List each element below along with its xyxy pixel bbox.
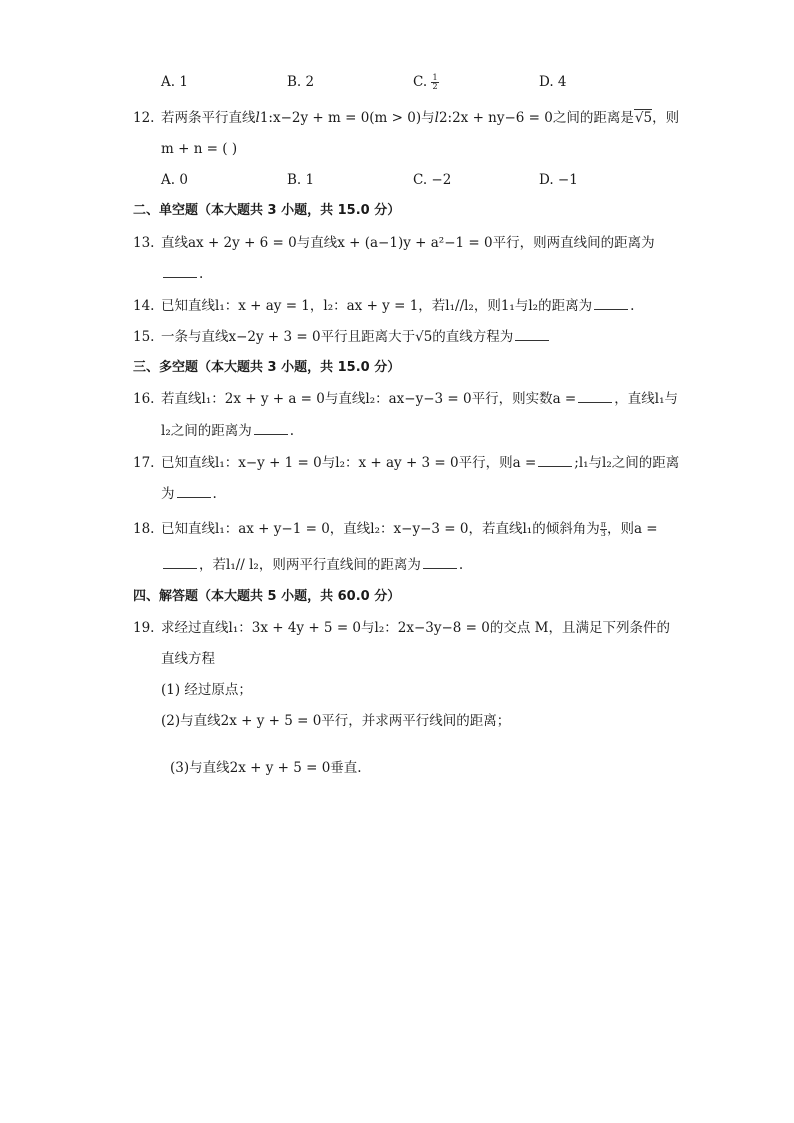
question-text: 已知直线l₁：x + ay = 1，l₂：ax + y = 1，若l₁//l₂，则1₁与l₂的距离为 . bbox=[161, 298, 635, 314]
question-text: 若两条平行直线l1:x−2y + m = 0(m > 0)与l2:2x + ny−6 = 0之间的距离是√5，则 bbox=[161, 110, 680, 126]
answer-line: . bbox=[161, 264, 203, 284]
answer-blank[interactable] bbox=[163, 265, 197, 278]
question-number: 13. bbox=[133, 235, 155, 251]
question-text: m + n = ( ) bbox=[161, 141, 238, 157]
option-c: C. −2 bbox=[413, 172, 452, 188]
question-text: 已知直线l₁：ax + y−1 = 0，直线l₂：x−y−3 = 0，若直线l₁的倾斜角为 $\frac{\pi}{3}$ ，则a = bbox=[161, 520, 658, 538]
fraction: $\frac{\pi}{3}$ bbox=[600, 520, 606, 538]
option-d: D. 4 bbox=[539, 74, 567, 90]
question-number: 15. bbox=[133, 329, 155, 345]
sub-question: (3)与直线2x + y + 5 = 0垂直. bbox=[170, 760, 362, 776]
option-b: B. 2 bbox=[287, 74, 315, 90]
answer-blank[interactable] bbox=[163, 556, 197, 569]
question-text: l₂之间的距离为 . bbox=[161, 423, 295, 439]
fraction: $\frac{1}{2}$ bbox=[432, 73, 438, 91]
question-number: 16. bbox=[133, 391, 155, 407]
option-d: D. −1 bbox=[539, 172, 578, 188]
answer-blank[interactable] bbox=[254, 422, 288, 435]
question-number: 12. bbox=[133, 110, 155, 126]
answer-blank[interactable] bbox=[515, 328, 549, 341]
question-number: 14. bbox=[133, 298, 155, 314]
option-a: A. 1 bbox=[161, 74, 188, 90]
question-number: 19. bbox=[133, 620, 155, 636]
option-c: C. $\frac{1}{2}$ bbox=[413, 73, 438, 91]
question-number: 18. bbox=[133, 521, 155, 537]
question-text: 求经过直线l₁：3x + 4y + 5 = 0与l₂：2x−3y−8 = 0的交点 M，且满足下列条件的 bbox=[161, 620, 670, 636]
answer-blank[interactable] bbox=[578, 390, 612, 403]
option-a: A. 0 bbox=[161, 172, 188, 188]
question-text: 直线方程 bbox=[161, 651, 215, 667]
answer-blank[interactable] bbox=[538, 454, 572, 467]
question-number: 17. bbox=[133, 455, 155, 471]
answer-blank[interactable] bbox=[423, 556, 457, 569]
question-text: 为 . bbox=[161, 486, 217, 502]
sub-question: (2)与直线2x + y + 5 = 0平行，并求两平行线间的距离； bbox=[161, 713, 511, 729]
question-text: ，若l₁// l₂，则两平行直线间的距离为 . bbox=[161, 555, 463, 575]
answer-blank[interactable] bbox=[594, 297, 628, 310]
answer-blank[interactable] bbox=[177, 485, 211, 498]
exam-page: A. 1 B. 2 C. $\frac{1}{2}$ D. 4 12. 若两条平行直线l1:x−2y + m = 0(m > 0)与l2:2x + ny−6 = 0之间的距离是√5，则 m + n = ( ) A. 0 B. 1 C. −2 D. −1 二、单空题（本大题共 3 小题，共 15.0 分） 13. 直线ax + 2y + 6 = 0与直线x + (a−1)y + a²−1 = 0平行，则两直线间的距离为 . 14. 已知直线l₁：x + ay = 1，l₂：ax + y = 1，若l₁//l₂，则1₁与l₂的距离为 . 15. 一条与直线x−2y + 3 = 0平行且距离大于√5的直线方程为 三、多空题（本大题共 3 小题，共 15.0 分） 16. 若直线l₁：2x + y + a = 0与直线l₂：ax−y−3 = 0平行，则实数a = ，直线l₁与 l₂之间的距离为 . 17. 已知直线l₁：x−y + 1 = 0与l₂：x + ay + 3 = 0平行，则a = ;l₁与l₂之间的距离 为 . 18. 已知直线l₁：ax + y−1 = 0，直线l₂：x−y−3 = 0，若直线l₁的倾斜角为 $\frac{\pi}{3}$ ，则a = ，若l₁// l₂，则两平行直线间的距离为 . 四、解答题（本大题共 5 小题，共 60.0 分） 19. 求经过直线l₁：3x + 4y + 5 = 0与l₂：2x−3y−8 = 0的交点 M，且满足下列条件的 直线方程 (1) 经过原点； (2)与直线2x + y + 5 = 0平行，并求两平行线间的距离； (3)与直线2x + y + 5 = 0垂直. bbox=[133, 73, 680, 776]
question-text: 直线ax + 2y + 6 = 0与直线x + (a−1)y + a²−1 = 0平行，则两直线间的距离为 bbox=[161, 235, 655, 251]
question-text: 若直线l₁：2x + y + a = 0与直线l₂：ax−y−3 = 0平行，则实数a = ，直线l₁与 bbox=[161, 391, 678, 407]
question-text: 一条与直线x−2y + 3 = 0平行且距离大于√5的直线方程为 bbox=[161, 327, 551, 347]
question-text: 已知直线l₁：x−y + 1 = 0与l₂：x + ay + 3 = 0平行，则a = ;l₁与l₂之间的距离 bbox=[161, 455, 680, 471]
sub-question: (1) 经过原点； bbox=[161, 682, 252, 698]
option-b: B. 1 bbox=[287, 172, 315, 188]
